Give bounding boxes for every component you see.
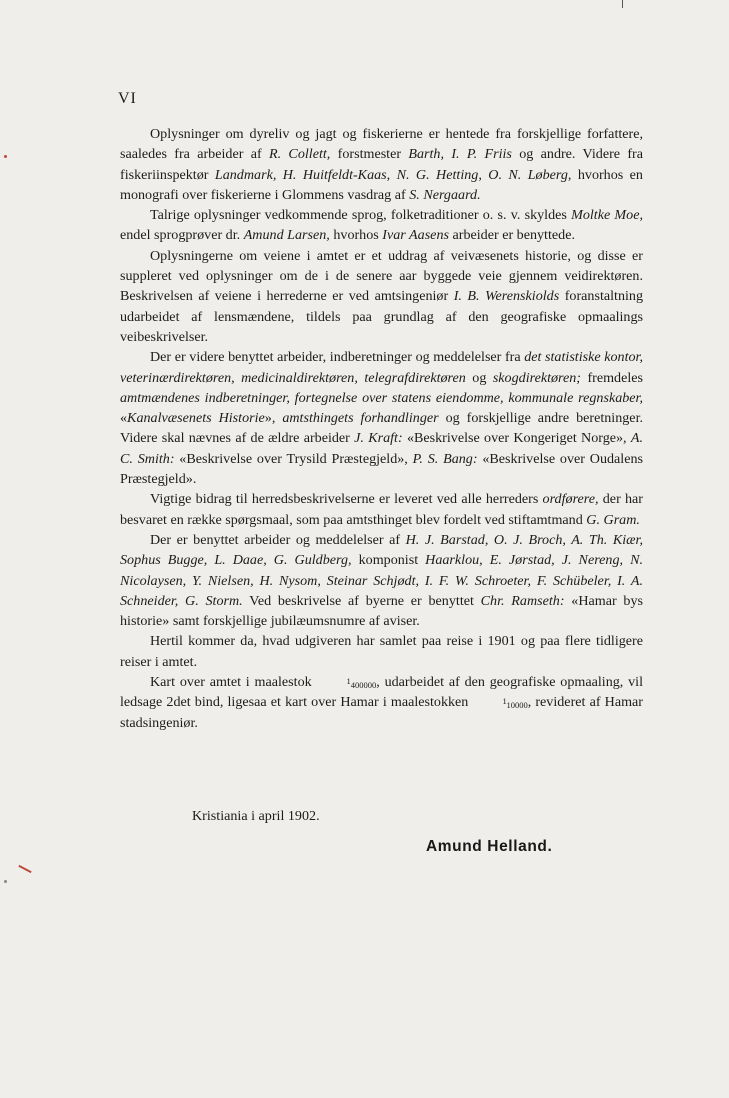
fraction-numerator: 1 (346, 676, 351, 687)
italic-name: H. J. Barstad, O. J. Broch, A. Th. Kiær, Sophus Bugge, L. Daae, G. Guldberg, (120, 531, 643, 569)
italic-name: Barth, I. P. Friis (408, 146, 512, 163)
paragraph-sources-municipal (120, 489, 643, 530)
text-span: arbeider er benyttede. (448, 227, 575, 244)
body-text (120, 124, 643, 733)
fraction-denominator: 400000 (350, 680, 377, 691)
italic-name: R. Collett, (268, 146, 331, 163)
italic-name: Landmark, H. Huitfeldt-Kaas, N. G. Hetting, O. N. Løberg, (214, 166, 572, 183)
paragraph-sources-offices (120, 347, 643, 489)
text-span: «Beskrivelse over Trysild Præstegjeld», (174, 450, 413, 467)
text-span: «Beskrivelse over Oudalens Præstegjeld». (120, 450, 643, 488)
italic-name: J. Kraft: (354, 430, 403, 447)
paragraph-sources-roads (120, 246, 643, 347)
italic-name: G. Gram. (586, 511, 640, 528)
author-signature: Amund Helland. (426, 838, 553, 855)
text-span: Kart over amtet i maalestok (150, 674, 317, 691)
paragraph-travels (120, 631, 643, 672)
text-span: « (120, 410, 128, 427)
text-span: , revideret af Hamar stadsingeniør. (120, 694, 643, 731)
text-span: hvorhos (329, 227, 383, 244)
text-span: , udarbeidet af den geografiske opmaaling, vil ledsage 2det bind, ligesaa et kart over Hamar i maalestokken (120, 674, 644, 711)
paragraph-maps (120, 672, 643, 733)
text-span: og (465, 369, 493, 386)
text-span: og andre. Videre fra fiskeriinspektør (120, 146, 643, 183)
scan-dot-mark (4, 155, 7, 158)
italic-name: Amund Larsen, (243, 227, 330, 244)
text-span: », (264, 410, 283, 427)
text-span: Der er videre benyttet arbeider, indberetninger og meddelelser fra (150, 349, 525, 366)
italic-name: I. B. Werenskiolds (453, 288, 560, 305)
italic-name: P. S. Bang: (412, 450, 478, 467)
italic-name: Chr. Ramseth: (480, 592, 565, 609)
italic-name: Moltke Moe, (571, 207, 643, 224)
fraction-denominator: 10000 (506, 700, 528, 711)
italic-name: ordførere, (542, 491, 599, 508)
scale-fraction (473, 696, 528, 711)
italic-name: skogdirektøren; (492, 369, 582, 386)
text-span: komponist (351, 552, 426, 569)
text-span: Oplysninger om dyreliv og jagt og fiskerierne er hentede fra forskjellige forfattere, saaledes fra arbeider af (120, 126, 643, 163)
text-span: Ved beskrivelse af byerne er benyttet (242, 592, 481, 609)
text-span: og forskjellige andre beretninger. Videre skal nævnes af de ældre arbeider (120, 410, 644, 447)
italic-name: amtsthingets forhandlinger (282, 410, 439, 427)
scan-dot-mark (4, 880, 7, 883)
text-span: Talrige oplysninger vedkommende sprog, folketraditioner o. s. v. skyldes (150, 207, 572, 224)
text-span: Hertil kommer da, hvad udgiveren har samlet paa reise i 1901 og paa flere tidligere reiser i amtet. (120, 633, 643, 670)
date-line: Kristiania i april 1902. (192, 808, 320, 824)
italic-name: S. Nergaard. (409, 186, 481, 203)
text-span: forstmester (330, 146, 409, 163)
text-span: der har besvaret en række spørgsmaal, som paa amtsthinget blev fordelt ved stiftamtmand (120, 491, 643, 528)
text-span: Der er benyttet arbeider og meddelelser af (150, 531, 406, 548)
fraction-numerator: 1 (502, 696, 507, 707)
scan-pen-mark (18, 865, 31, 873)
text-span: «Hamar bys historie» samt forskjellige jubilæumsnumre af aviser. (120, 592, 643, 630)
italic-name: det statistiske kontor, veterinærdirektøren, medicinaldirektøren, telegrafdirektøren (120, 349, 643, 386)
italic-name: Ivar Aasens (382, 227, 449, 244)
text-span: endel sprogprøver dr. (120, 227, 244, 244)
italic-name: amtmændenes indberetninger, fortegnelse over statens eiendomme, kommunale regnskaber, (120, 389, 643, 406)
italic-name: Haarklou, E. Jørstad, J. Nereng, N. Nicolaysen, Y. Nielsen, H. Nysom, Steinar Schjødt, I. F. W. Schroeter, F. Schübeler, I. A. Schneider, G. Storm. (120, 552, 644, 609)
text-span: hvorhos en monografi over fiskerierne i Glommens vasdrag af (120, 166, 643, 203)
paragraph-sources-fauna (120, 124, 643, 205)
text-span: Vigtige bidrag til herredsbeskrivelserne er leveret ved alle herreders (150, 491, 543, 508)
scan-edge-mark (622, 0, 623, 8)
paragraph-sources-language (120, 205, 643, 246)
text-span: «Beskrivelse over Kongeriget Norge», (402, 430, 631, 447)
italic-name: A. C. Smith: (120, 430, 643, 467)
paragraph-sources-contributors (120, 530, 643, 631)
text-span: Oplysningerne om veiene i amtet er et uddrag af veivæsenets historie, og disse er suppleret ved oplysninger om de i de senere aar byggede veie gjennem veidirektøren. Beskrivelsen af veiene i herrederne er ved amtsingeniør (120, 247, 643, 305)
page-number: VI (118, 90, 137, 107)
italic-name: Kanalvæsenets Historie (127, 410, 265, 427)
text-span: foranstaltning udarbeidet af lensmændene, tildels paa grundlag af den geografiske opmaalings veibeskrivelser. (120, 288, 643, 345)
text-span: fremdeles (581, 369, 644, 386)
scale-fraction (316, 676, 377, 691)
